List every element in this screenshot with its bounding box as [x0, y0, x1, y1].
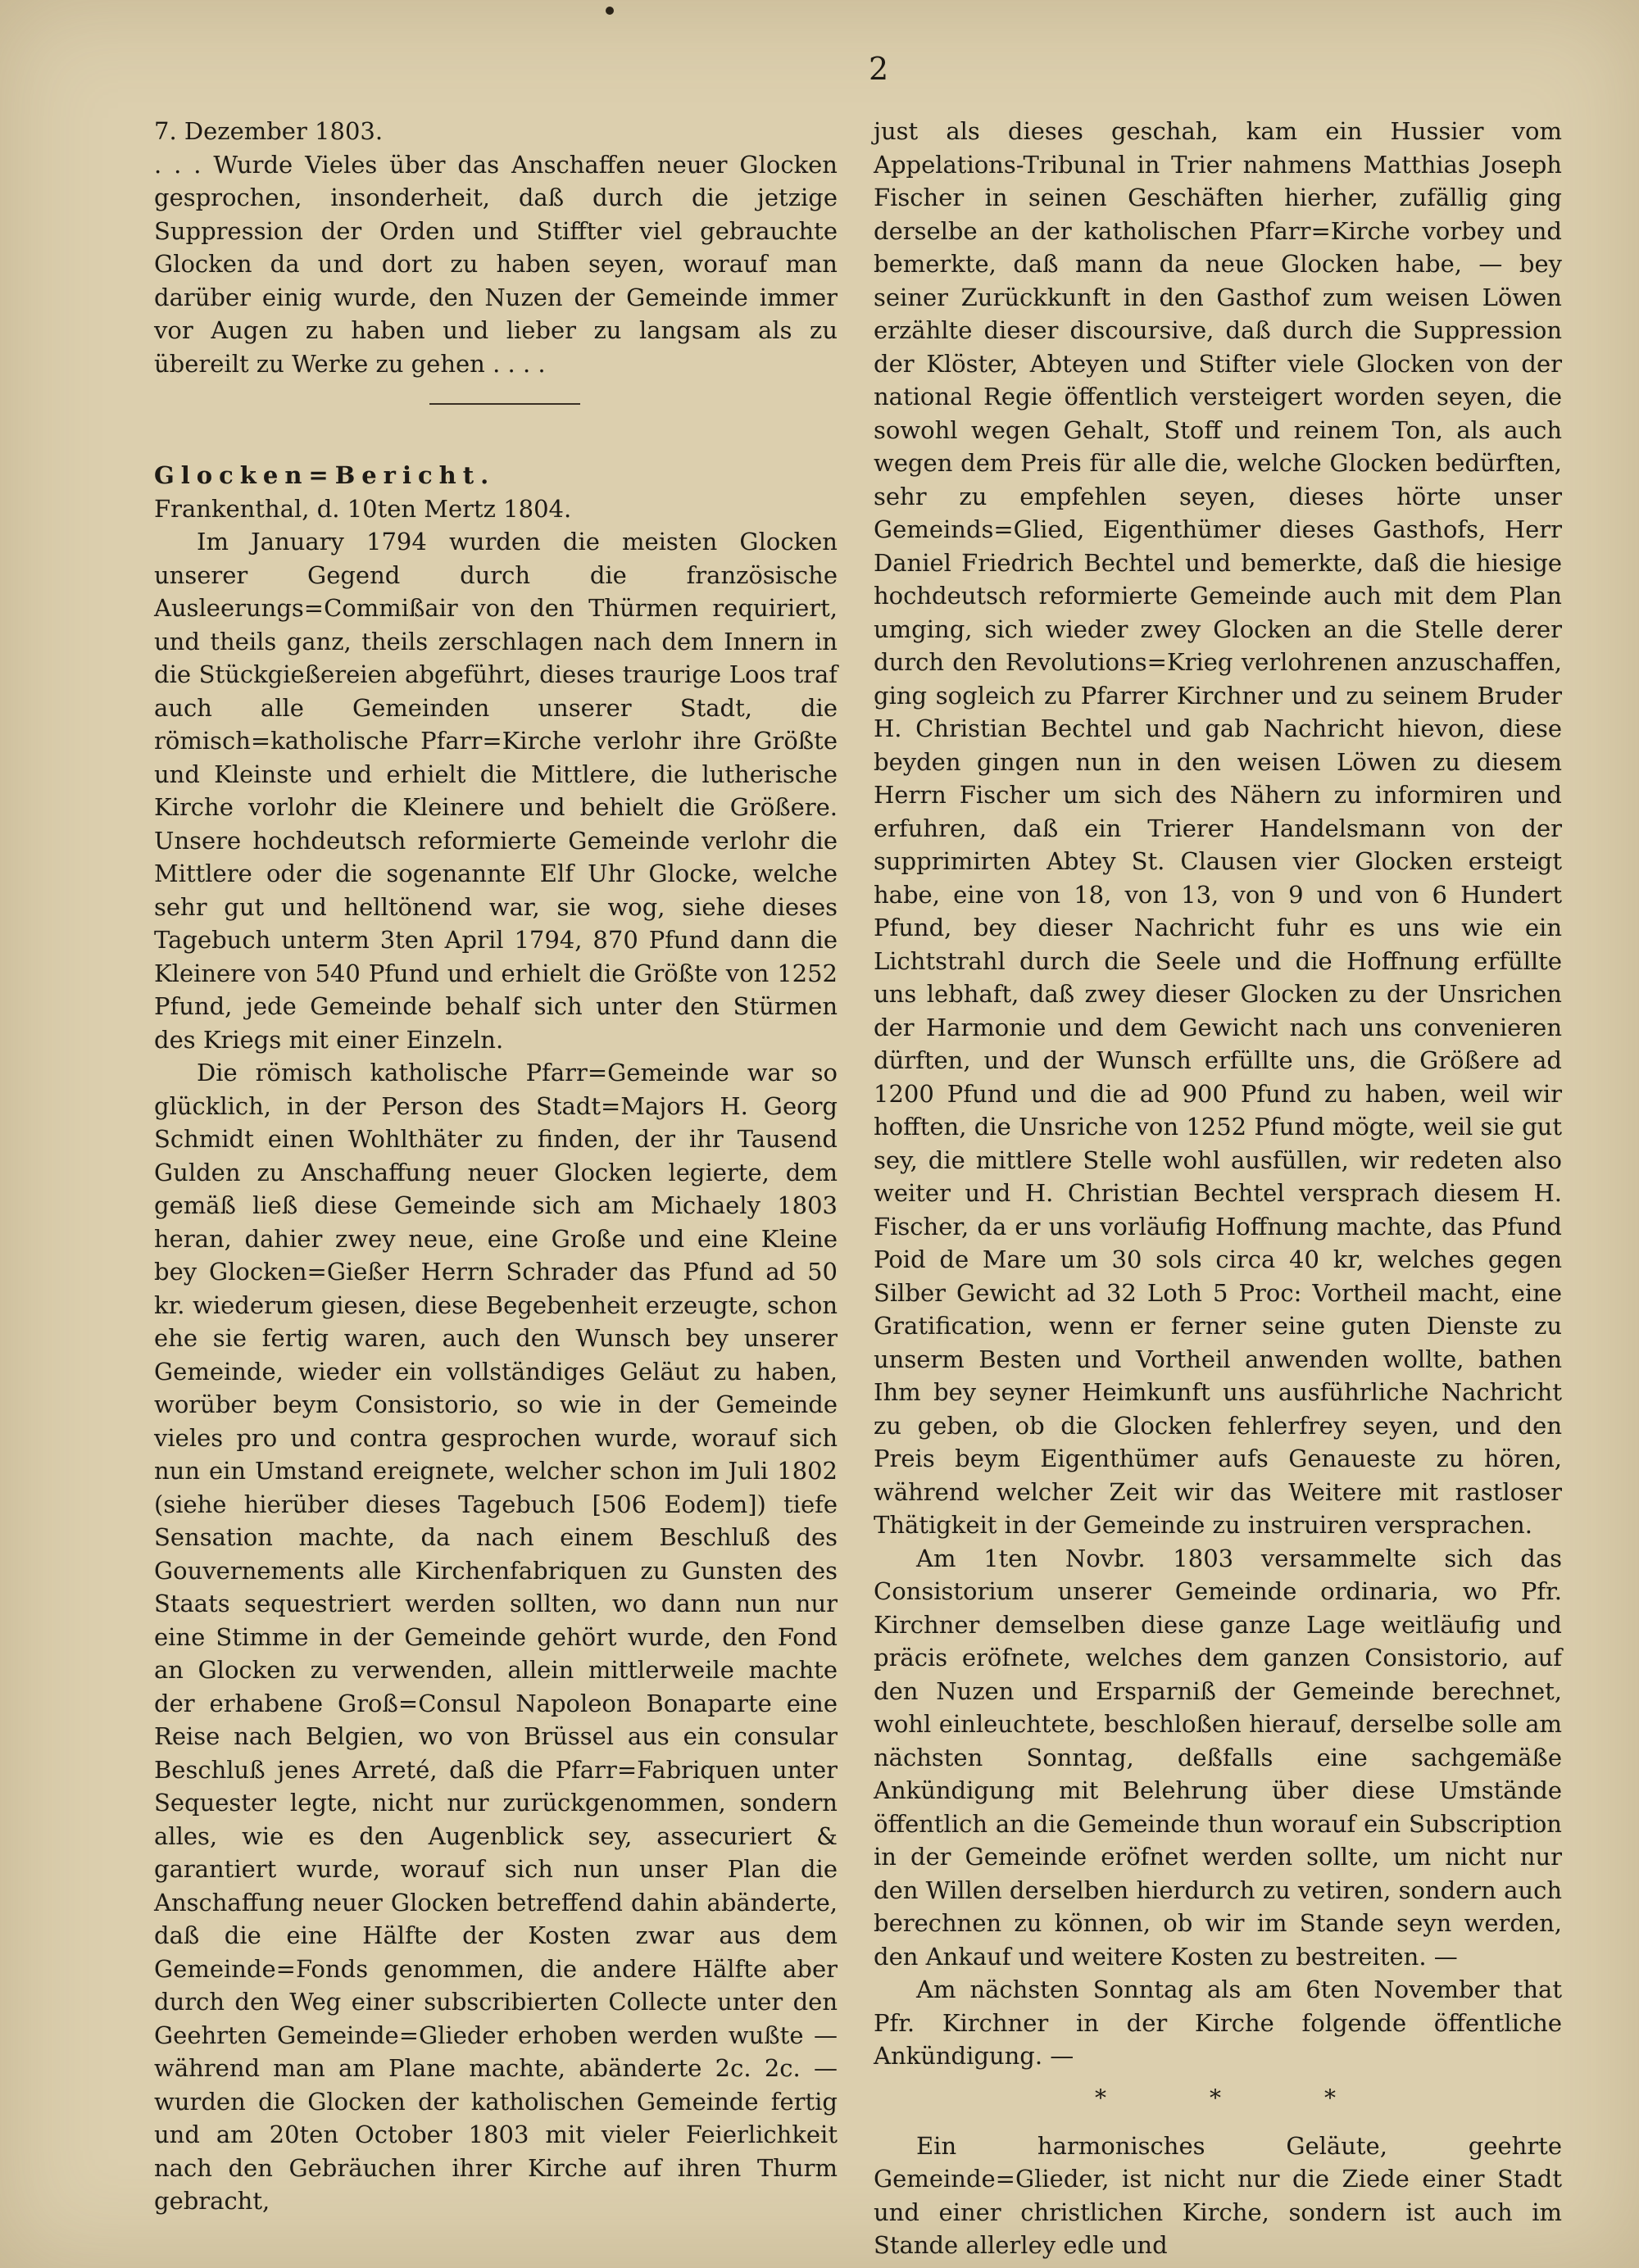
consistorium-paragraph: Am 1ten Novbr. 1803 versammelte sich das Consistorium unserer Gemeinde ordinaria, wo Pfr. Kirchner demselben diese ganze Lage weitläufig und präcis eröfnete, welches dem ganzen Consistorio, auf den Nuzen und Ersparniß der Gemeinde berechnet, wohl einleuchtete, beschloßen hierauf, derselbe solle am nächsten Sonntag, deßfalls eine sachgemäße Ankündigung mit Belehrung über diese Umstände öffentlich an die Gemeinde thun worauf ein Subscription in der Gemeinde eröfnet werden sollte, um nicht nur den Willen derselben hierdurch zu vetiren, sondern auch berechnen zu können, ob wir im Stande seyn werden, den Ankauf und weitere Kosten zu bestreiten. — [874, 1544, 1562, 1971]
page-number: 2 [869, 51, 889, 87]
section-divider [429, 403, 580, 405]
place-date-line: Frankenthal, d. 10ten Mertz 1804. [154, 494, 572, 523]
article-heading: Glocken=Bericht. [154, 461, 496, 489]
left-column [154, 115, 838, 2218]
intro-date: 7. Dezember 1803. [154, 117, 384, 145]
section-stars [1095, 2084, 1336, 2112]
right-column [874, 115, 1562, 2262]
article-paragraph-1: Im January 1794 wurden die meisten Glocken unserer Gegend durch die französische Ausleerungs=Commißair von den Thürmen requiriert, und theils ganz, theils zerschlagen nach dem Innern in die Stückgießereien abgeführt, dieses traurige Loos traf auch alle Gemeinden unserer Stadt, die römisch=katholische Pfarr=Kirche verlohr ihre Größte und Kleinste und erhielt die Mittlere, die lutherische Kirche vorlohr die Kleinere und behielt die Größere. Unsere hochdeutsch reformierte Gemeinde verlohr die Mittlere oder die sogenannte Elf Uhr Glocke, welche sehr gut und helltönend war, sie wog, siehe dieses Tagebuch unterm 3ten April 1794, 870 Pfund dann die Kleinere von 540 Pfund und erhielt die Größte von 1252 Pfund, jede Gemeinde behalf sich unter den Stürmen des Kriegs mit einer Einzeln. [154, 528, 838, 1054]
intro-paragraph: . . . Wurde Vieles über das Anschaffen neuer Glocken gesprochen, insonderheit, daß durch die jetzige Suppression der Orden und Stiffter viel gebrauchte Glocken da und dort zu haben seyen, worauf man darüber einig wurde, den Nuzen der Gemeinde immer vor Augen zu haben und lieber zu langsam als zu übereilt zu Werke zu gehen . . . . [154, 150, 838, 378]
article-paragraph-2: Die römisch katholische Pfarr=Gemeinde war so glücklich, in der Person des Stadt=Majors H. Georg Schmidt einen Wohlthäter zu finden, der ihr Tausend Gulden zu Anschaffung neuer Glocken legierte, dem gemäß ließ diese Gemeinde sich am Michaely 1803 heran, dahier zwey neue, eine Große und eine Kleine bey Glocken=Gießer Herrn Schrader das Pfund ad 50 kr. wiederum giesen, diese Begebenheit erzeugte, schon ehe sie fertig waren, auch den Wunsch bey unserer Gemeinde, wieder ein vollständiges Geläut zu haben, worüber beym Consistorio, so wie in der Gemeinde vieles pro und contra gesprochen wurde, worauf sich nun ein Umstand ereignete, welcher schon im Juli 1802 (siehe hierüber dieses Tagebuch [506 Eodem]) tiefe Sensation machte, da nach einem Beschluß des Gouvernements alle Kirchenfabriquen zu Gunsten des Staats sequestriert werden sollten, wo dann nun nur eine Stimme in der Gemeinde gehört wurde, den Fond an Glocken zu verwenden, allein mittlerweile machte der erhabene Groß=Consul Napoleon Bonaparte eine Reise nach Belgien, wo von Brüssel aus ein consular Beschluß jenes Arreté, daß die Pfarr=Fabriquen unter Sequester legte, nicht nur zurückgenommen, sondern alles, wie es den Augenblick sey, assecuriert & garantiert wurde, worauf sich nun unser Plan die Anschaffung neuer Glocken betreffend dahin abänderte, daß die eine Hälfte der Kosten zwar aus dem Gemeinde=Fonds genommen, die andere Hälfte aber durch den Weg einer subscribierten Collecte unter den Geehrten Gemeinde=Glieder erhoben werden wußte — während man am Plane machte, abänderte 2c. 2c. — wurden die Glocken der katholischen Gemeinde fertig und am 20ten October 1803 mit vieler Feierlichkeit nach den Gebräuchen ihrer Kirche auf ihren Thurm gebracht, [154, 1059, 838, 2215]
continued-paragraph: just als dieses geschah, kam ein Hussier vom Appelations-Tribunal in Trier nahmens Matthias Joseph Fischer in seinen Geschäften hierher, zufällig ging derselbe an der katholischen Pfarr=Kirche vorbey und bemerkte, daß mann da neue Glocken habe, — bey seiner Zurückkunft in den Gasthof zum weisen Löwen erzählte dieser discoursive, daß durch die Suppression der Klöster, Abteyen und Stifter viele Glocken von der national Regie öffentlich versteigert worden seyen, die sowohl wegen Gehalt, Stoff und reinem Ton, als auch wegen dem Preis für alle die, welche Glocken bedürften, sehr zu empfehlen seyen, dieses hörte unser Gemeinds=Glied, Eigenthümer dieses Gasthofs, Herr Daniel Friedrich Bechtel und bemerkte, daß die hiesige hochdeutsch reformierte Gemeinde auch mit dem Plan umging, sich wieder zwey Glocken an die Stelle derer durch den Revolutions=Krieg verlohrenen anzuschaffen, ging sogleich zu Pfarrer Kirchner und zu seinem Bruder H. Christian Bechtel und gab Nachricht hievon, diese beyden gingen nun in den weisen Löwen zu diesem Herrn Fischer um sich des Nähern zu informiren und erfuhren, daß ein Trierer Handelsmann von der supprimirten Abtey St. Clausen vier Glocken ersteigt habe, eine von 18, von 13, von 9 und von 6 Hundert Pfund, bey dieser Nachricht fuhr es uns wie ein Lichtstrahl durch die Seele und die Hoffnung erfüllte uns lebhaft, daß zwey dieser Glocken zu der Unsrichen der Harmonie und dem Gewicht nach uns convenieren dürften, und der Wunsch erfüllte uns, die Größere ad 1200 Pfund und die ad 900 Pfund zu haben, weil wir hofften, die Unsriche von 1252 Pfund mögte, weil sie gut sey, die mittlere Stelle wohl ausfüllen, wir redeten also weiter und H. Christian Bechtel versprach diesem H. Fischer, da er uns vorläufig Hoffnung machte, das Pfund Poid de Mare um 30 sols circa 40 kr, welches gegen Silber Gewicht ad 32 Loth 5 Proc: Vortheil macht, eine Gratification, wenn er ferner seine guten Dienste zu unserm Besten und Vortheil anwenden wollte, bathen Ihm bey seyner Heimkunft uns ausführliche Nachricht zu geben, ob die Glocken fehlerfrey seyen, und den Preis beym Eigenthümer aufs Genaueste zu hören, während welcher Zeit wir das Weitere mit rastloser Thätigkeit in der Gemeinde zu instruiren versprachen. [874, 117, 1562, 1539]
star-separator: * [1210, 2084, 1221, 2112]
announcement-paragraph: Ein harmonisches Geläute, geehrte Gemeinde=Glieder, ist nicht nur die Ziede einer Stadt und einer christlichen Kirche, sondern ist auch im Stande allerley edle und [874, 2131, 1562, 2259]
star-separator: * [1324, 2084, 1336, 2112]
ink-dot [606, 7, 614, 15]
star-separator: * [1095, 2084, 1106, 2112]
sunday-paragraph: Am nächsten Sonntag als am 6ten November that Pfr. Kirchner in der Kirche folgende öffentliche Ankündigung. — [874, 1975, 1562, 2070]
